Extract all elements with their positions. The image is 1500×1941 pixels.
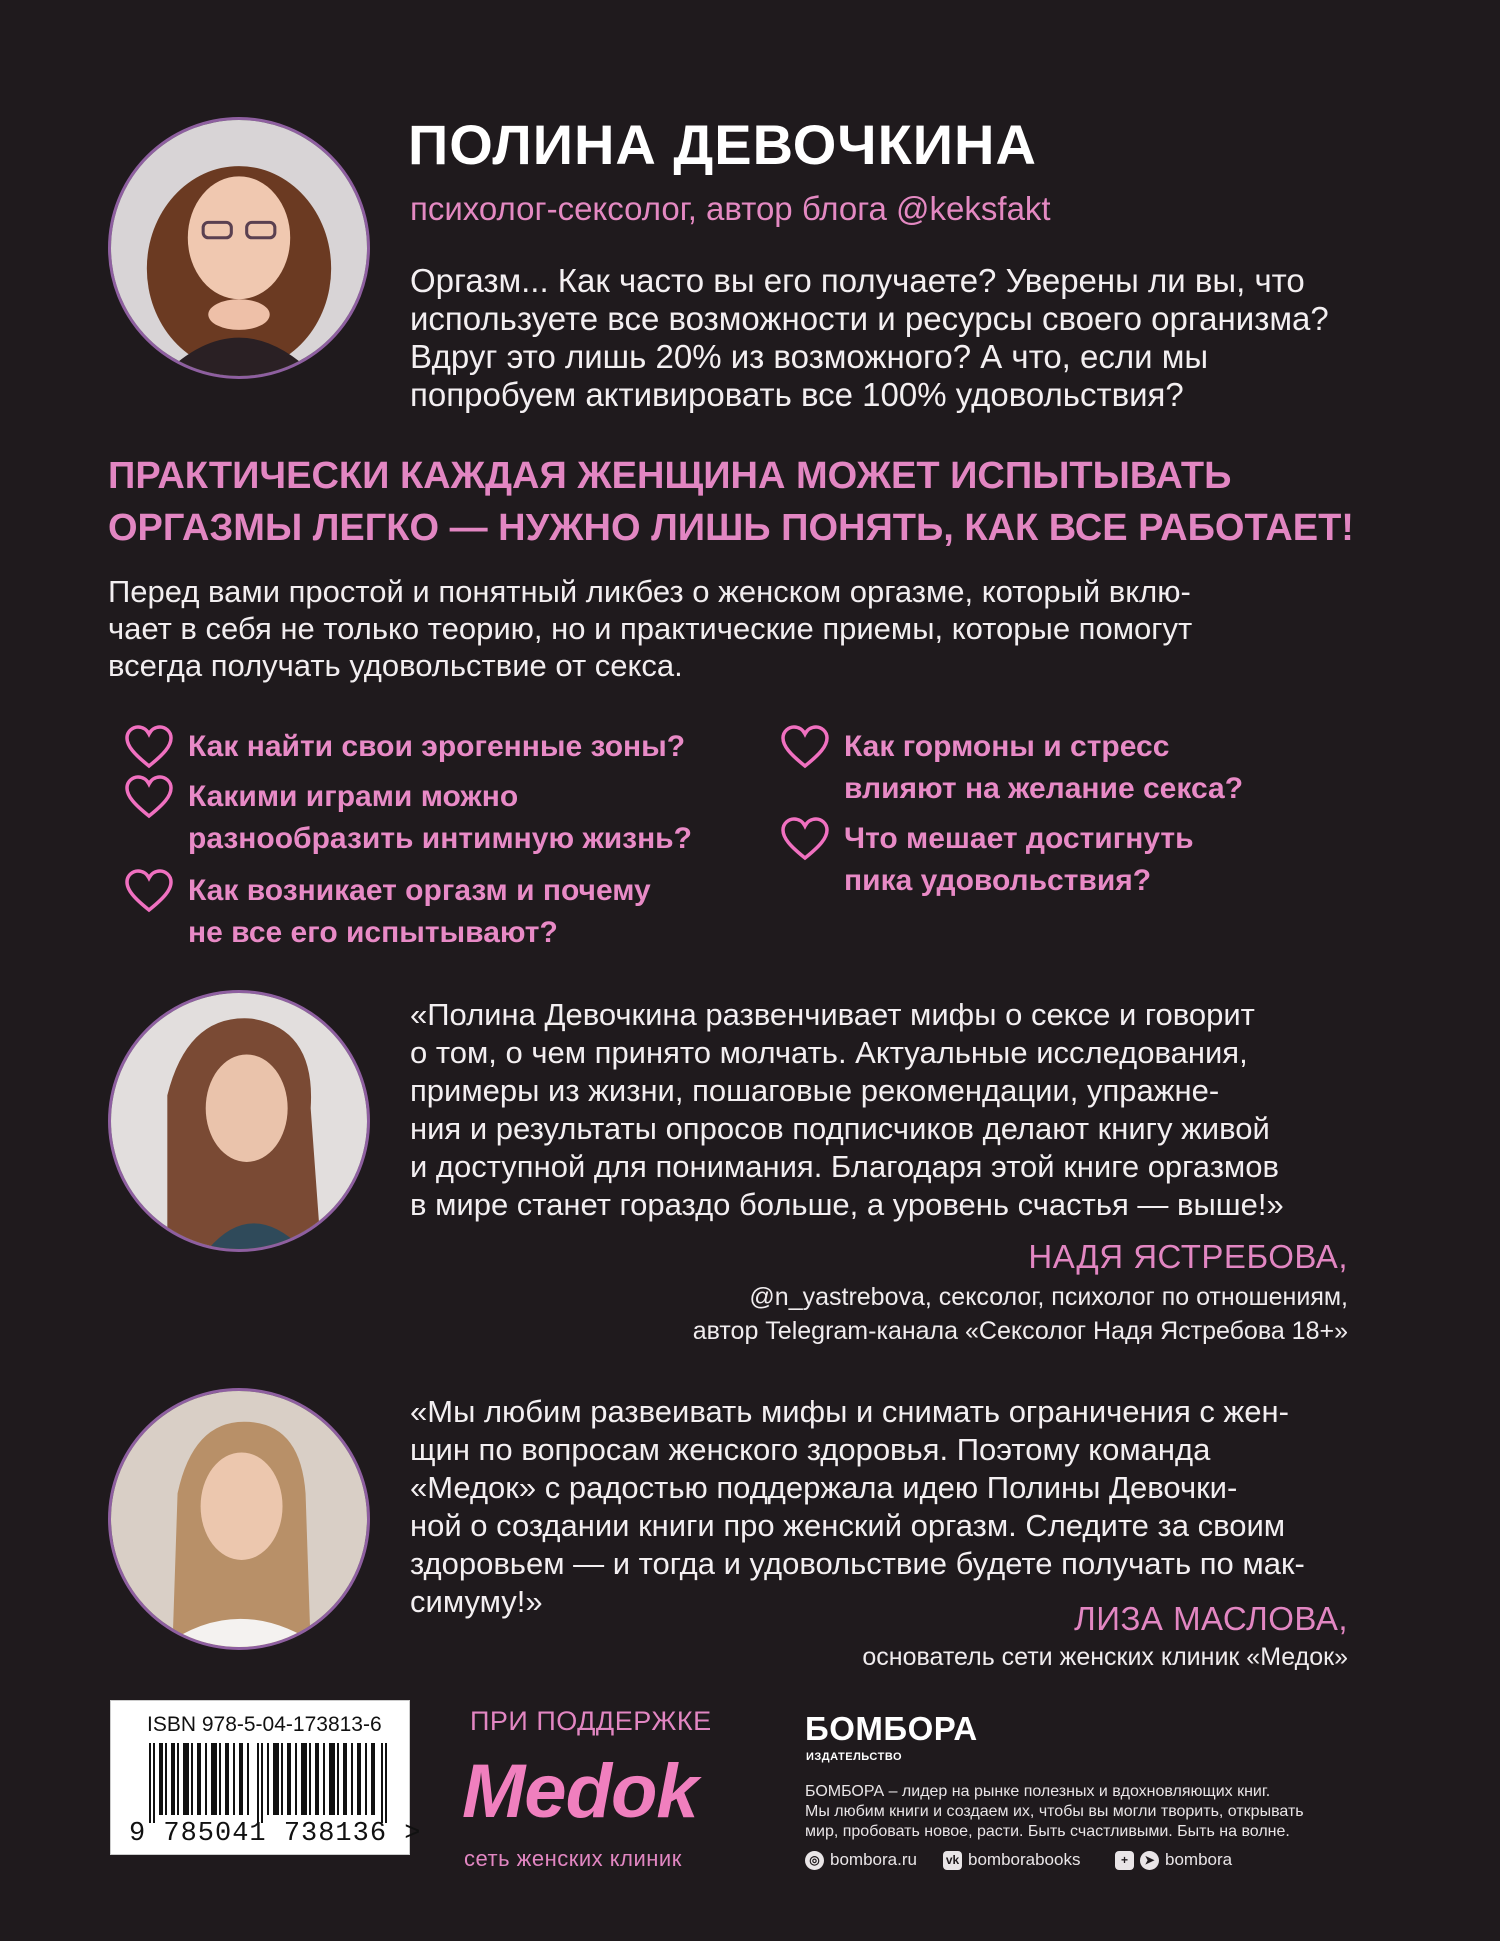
bombora-logo-subtitle: ИЗДАТЕЛЬСТВО	[806, 1751, 903, 1763]
lead-paragraph: Перед вами простой и понятный ликбез о женском оргазме, который вклю- чает в себя не только теорию, но и практические приемы, которые помогут всегда получать удовольствие от секса.	[108, 574, 1193, 683]
author-role: психолог-сексолог, автор блога @keksfakt	[410, 190, 1051, 227]
medok-subtitle: сеть женских клиник	[464, 1846, 682, 1871]
question-item: Как гормоны и стресс влияют на желание секса?	[780, 726, 1243, 810]
review-quote-2: «Мы любим развеивать мифы и снимать ограничения с жен- щин по вопросам женского здоровья. Поэтому команда «Медок» с радостью поддержала идею Полины Девочки- ной о создании книги про женский оргазм. Следите за своим здоровьем — и тогда и удовольствие будете получать по мак- симуму!»	[410, 1394, 1305, 1619]
website-link[interactable]: ◎ bombora.ru	[805, 1850, 917, 1870]
social-link[interactable]: + ➤ bombora	[1115, 1850, 1232, 1870]
sponsor-label: ПРИ ПОДДЕРЖКЕ	[470, 1706, 712, 1736]
isbn-label: ISBN 978-5-04-173813-6	[147, 1713, 382, 1736]
reviewer-name-2: ЛИЗА МАСЛОВА,	[1074, 1600, 1348, 1637]
reviewer-info-1: @n_yastrebova, сексолог, психолог по отношениям, автор Telegram-канала «Сексолог Надя Ястребова 18+»	[692, 1283, 1348, 1345]
question-item: Как найти свои эрогенные зоны?	[124, 726, 685, 770]
isbn-digits: 9 785041 738136 >	[129, 1819, 422, 1849]
globe-icon: ◎	[805, 1851, 824, 1870]
headline: ПРАКТИЧЕСКИ КАЖДАЯ ЖЕНЩИНА МОЖЕТ ИСПЫТЫВАТЬ ОРГАЗМЫ ЛЕГКО — НУЖНО ЛИШЬ ПОНЯТЬ, КАК ВСЕ РАБОТАЕТ!	[108, 455, 1354, 549]
vk-link[interactable]: vk bomborabooks	[943, 1850, 1080, 1870]
publisher-description: БОМБОРА – лидер на рынке полезных и вдохновляющих книг. Мы любим книги и создаем их, чтобы вы могли творить, открывать мир, пробовать новое, расти. Быть счастливыми. Быть на волне.	[805, 1783, 1304, 1840]
telegram-icon: ➤	[1140, 1851, 1159, 1870]
heart-icon	[780, 724, 830, 770]
review-quote-1: «Полина Девочкина развенчивает мифы о сексе и говорит о том, о чем принято молчать. Актуальные исследования, примеры из жизни, пошаговые рекомендации, упражне- ния и результаты опросов подписчиков делают книгу живой и доступной для понимания. Благодаря этой книге оргазмов в мире станет гораздо больше, а уровень счастья — выше!»	[410, 997, 1284, 1222]
bombora-logo: БОМБОРА	[805, 1710, 978, 1747]
reviewer-info-2: основатель сети женских клиник «Медок»	[862, 1643, 1348, 1671]
barcode-icon	[149, 1743, 387, 1823]
heart-icon	[124, 868, 174, 914]
isbn-barcode	[110, 1700, 422, 1855]
vk-icon: vk	[943, 1851, 962, 1870]
heart-icon	[780, 816, 830, 862]
author-photo	[108, 117, 370, 379]
intro-paragraph: Оргазм... Как часто вы его получаете? Уверены ли вы, что используете все возможности и ресурсы своего организма? Вдруг это лишь 20% из возможного? А что, если мы попробуем активировать все 100% удовольствия?	[410, 262, 1329, 413]
plus-icon: +	[1115, 1851, 1134, 1870]
reviewer-photo-1	[108, 990, 370, 1252]
reviewer-photo-2	[108, 1388, 370, 1650]
question-item: Что мешает достигнуть пика удовольствия?	[780, 818, 1194, 902]
reviewer-name-1: НАДЯ ЯСТРЕБОВА,	[1028, 1238, 1348, 1275]
question-item: Как возникает оргазм и почему не все его испытывают?	[124, 870, 651, 954]
question-item: Какими играми можно разнообразить интимную жизнь?	[124, 776, 692, 860]
heart-icon	[124, 724, 174, 770]
medok-logo: Medok	[462, 1749, 698, 1834]
author-name: ПОЛИНА ДЕВОЧКИНА	[408, 113, 1037, 176]
heart-icon	[124, 774, 174, 820]
